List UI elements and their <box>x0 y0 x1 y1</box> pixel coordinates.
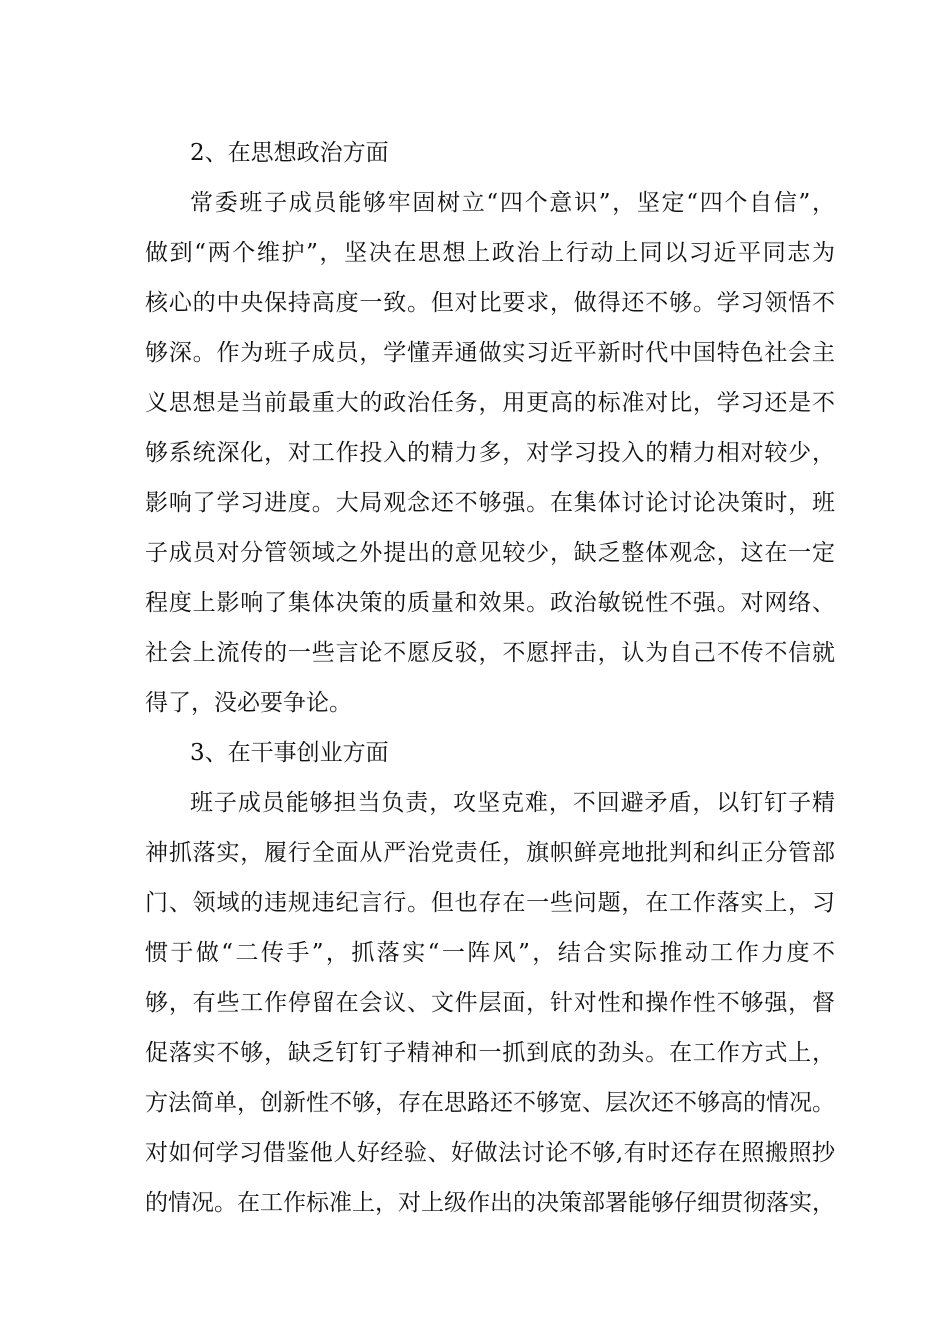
paragraph-line: 对如何学习借鉴他人好经验、好做法讨论不够,有时还存在照搬照抄 <box>145 1140 835 1166</box>
paragraph-line: 方法简单，创新性不够，存在思路还不够宽、层次还不够高的情况。 <box>145 1090 835 1116</box>
paragraph-line: 门、领域的违规违纪言行。但也存在一些问题，在工作落实上，习 <box>145 890 835 916</box>
paragraph-line: 惯于做“二传手”，抓落实“一阵风”，结合实际推动工作力度不 <box>145 940 835 966</box>
paragraph-line: 够系统深化，对工作投入的精力多，对学习投入的精力相对较少， <box>145 440 835 466</box>
paragraph-line: 班子成员能够担当负责，攻坚克难，不回避矛盾，以钉钉子精 <box>190 790 835 816</box>
paragraph-line: 常委班子成员能够牢固树立“四个意识”，坚定“四个自信”， <box>190 190 835 216</box>
paragraph-line: 够，有些工作停留在会议、文件层面，针对性和操作性不够强，督 <box>145 990 835 1016</box>
section-heading-entrepreneurship: 3、在干事创业方面 <box>190 740 389 766</box>
paragraph-line: 义思想是当前最重大的政治任务，用更高的标准对比，学习还是不 <box>145 390 835 416</box>
paragraph-line: 社会上流传的一些言论不愿反驳，不愿抨击，认为自己不传不信就 <box>145 640 835 666</box>
paragraph-line: 核心的中央保持高度一致。但对比要求，做得还不够。学习领悟不 <box>145 290 835 316</box>
paragraph-line: 的情况。在工作标准上，对上级作出的决策部署能够仔细贯彻落实， <box>145 1190 835 1216</box>
paragraph-line: 得了，没必要争论。 <box>145 690 352 716</box>
paragraph-line: 程度上影响了集体决策的质量和效果。政治敏锐性不强。对网络、 <box>145 590 835 616</box>
section-heading-political: 2、在思想政治方面 <box>190 140 389 166</box>
paragraph-line: 子成员对分管领域之外提出的意见较少，缺乏整体观念，这在一定 <box>145 540 835 566</box>
paragraph-line: 促落实不够，缺乏钉钉子精神和一抓到底的劲头。在工作方式上， <box>145 1040 835 1066</box>
paragraph-line: 够深。作为班子成员，学懂弄通做实习近平新时代中国特色社会主 <box>145 340 835 366</box>
paragraph-line: 影响了学习进度。大局观念还不够强。在集体讨论讨论决策时，班 <box>145 490 835 516</box>
paragraph-line: 做到“两个维护”，坚决在思想上政治上行动上同以习近平同志为 <box>145 240 835 266</box>
paragraph-line: 神抓落实，履行全面从严治党责任，旗帜鲜亮地批判和纠正分管部 <box>145 840 835 866</box>
